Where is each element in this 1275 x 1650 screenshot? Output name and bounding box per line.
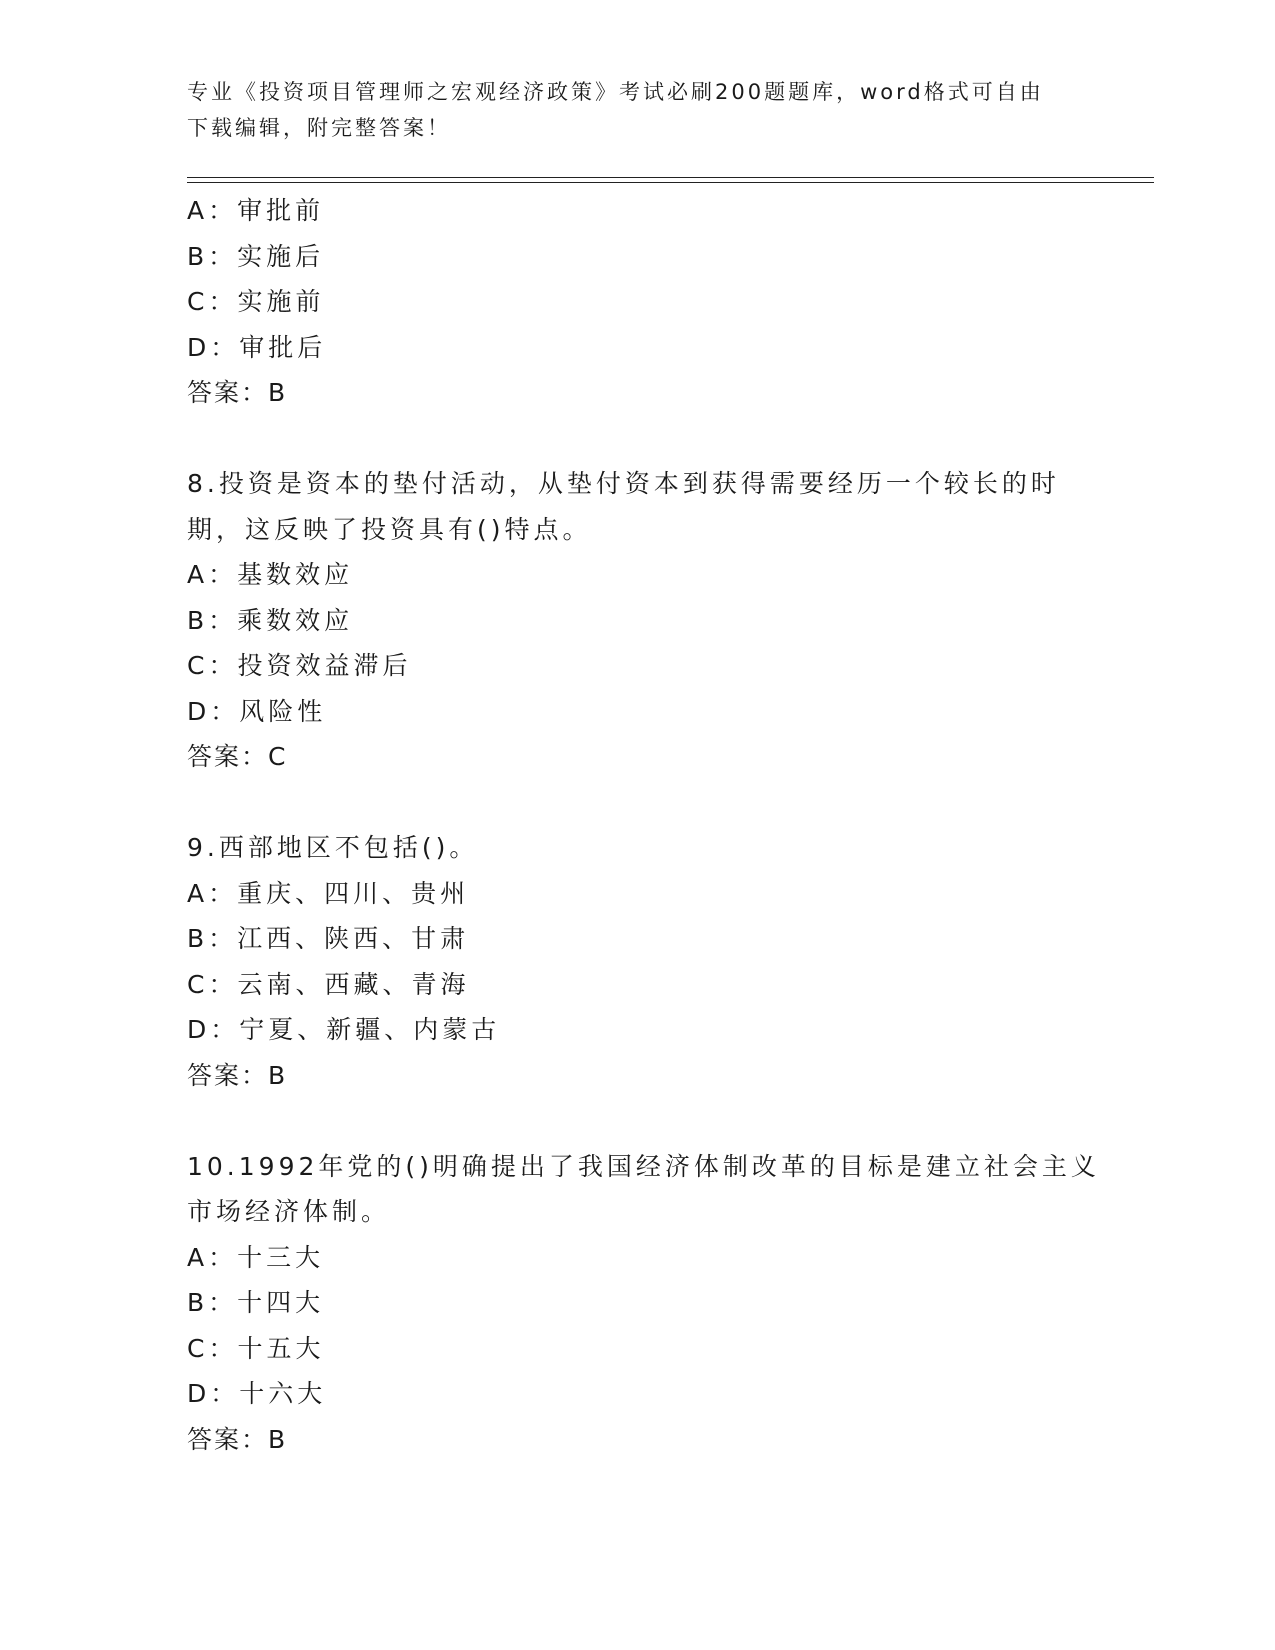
- question-stem: 10.1992年党的()明确提出了我国经济体制改革的目标是建立社会主义: [187, 1151, 1100, 1181]
- question-list: [187, 188, 1147, 1462]
- option-a: A：十三大: [187, 1242, 325, 1272]
- option-c: C：投资效益滞后: [187, 651, 412, 680]
- question-9: [187, 825, 1147, 1098]
- answer: 答案：B: [187, 1060, 288, 1090]
- question-gap: [187, 1098, 1147, 1144]
- option-c: C：十五大: [187, 1333, 325, 1363]
- header-divider-bottom: [187, 182, 1154, 183]
- option-a: A：重庆、四川、贵州: [187, 878, 470, 908]
- answer: 答案：B: [187, 378, 288, 407]
- question-stem: 市场经济体制。: [187, 1197, 391, 1226]
- option-d: D：审批后: [187, 332, 327, 362]
- question-10: [187, 1144, 1147, 1463]
- option-b: B：江西、陕西、甘肃: [187, 924, 470, 953]
- option-d: D：宁夏、新疆、内蒙古: [187, 1015, 501, 1044]
- option-d: D：十六大: [187, 1379, 327, 1408]
- option-b: B：乘数效应: [187, 605, 354, 635]
- header-line-2: 下载编辑，附完整答案！: [187, 116, 451, 140]
- header-divider-top: [187, 177, 1154, 178]
- option-b: B：十四大: [187, 1288, 325, 1317]
- answer: 答案：B: [187, 1424, 288, 1454]
- document-header: [187, 74, 1087, 146]
- option-c: C：云南、西藏、青海: [187, 969, 470, 999]
- option-c: C：实施前: [187, 287, 325, 316]
- question-stem: 8.投资是资本的垫付活动，从垫付资本到获得需要经历一个较长的时: [187, 469, 1060, 498]
- question-7-continued: [187, 188, 1147, 416]
- question-stem: 9.西部地区不包括()。: [187, 833, 479, 862]
- question-gap: [187, 780, 1147, 826]
- answer: 答案：C: [187, 742, 288, 771]
- question-8: [187, 461, 1147, 780]
- header-line-1: 专业《投资项目管理师之宏观经济政策》考试必刷200题题库，word格式可自由: [187, 80, 1044, 104]
- option-b: B：实施后: [187, 241, 325, 271]
- question-gap: [187, 416, 1147, 462]
- option-d: D：风险性: [187, 696, 327, 726]
- question-stem: 期，这反映了投资具有()特点。: [187, 514, 592, 544]
- option-a: A：审批前: [187, 196, 325, 225]
- option-a: A：基数效应: [187, 560, 354, 589]
